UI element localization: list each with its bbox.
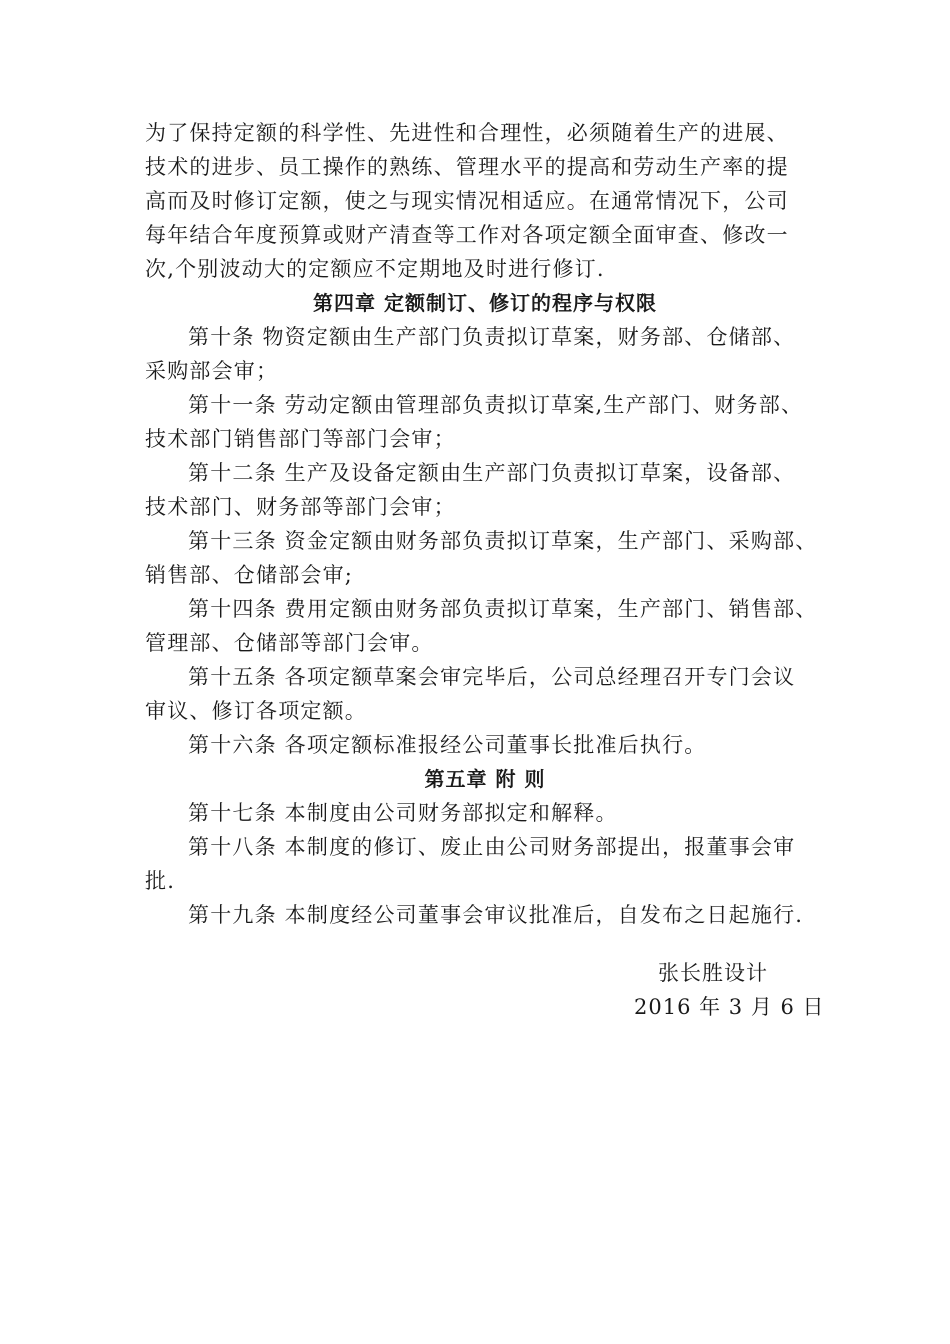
text-line: 审议、修订各项定额。 [145,699,367,723]
text-line: 第十条 物资定额由生产部门负责拟订草案，财务部、仓储部、 [188,325,796,349]
text-line: 采购部会审； [145,359,279,383]
text-line: 第十七条 本制度由公司财务部拟定和解释。 [188,801,618,825]
chapter-5-heading: 第五章 附 则 [424,767,546,791]
text-line: 管理部、仓储部等部门会审。 [145,631,434,655]
text-line: 批. [145,869,176,893]
article-17 [145,796,825,830]
text-line: 次,个别波动大的定额应不定期地及时进行修订. [145,257,605,281]
article-13 [145,524,825,592]
document-date: 2016 年 3 月 6 日 [634,995,825,1019]
article-11 [145,388,825,456]
text-line: 技术部门、财务部等部门会审； [145,495,456,519]
article-10 [145,320,825,388]
intro-paragraph [145,116,825,286]
text-line: 第十五条 各项定额草案会审完毕后，公司总经理召开专门会议 [188,665,796,689]
article-16 [145,728,825,762]
text-line: 每年结合年度预算或财产清查等工作对各项定额全面审查、修改一 [145,223,789,247]
text-line: 高而及时修订定额，使之与现实情况相适应。在通常情况下，公司 [145,189,789,213]
text-line: 销售部、仓储部会审; [145,563,354,587]
text-line: 为了保持定额的科学性、先进性和合理性，必须随着生产的进展、 [145,121,789,145]
text-line: 第十一条 劳动定额由管理部负责拟订草案,生产部门、财务部、 [188,393,804,417]
article-19 [145,898,825,932]
text-line: 技术部门销售部门等部门会审； [145,427,456,451]
text-line: 第十二条 生产及设备定额由生产部门负责拟订草案，设备部、 [188,461,796,485]
chapter-4-heading: 第四章 定额制订、修订的程序与权限 [313,291,657,315]
text-line: 第十三条 资金定额由财务部负责拟订草案，生产部门、采购部、 [188,529,818,553]
text-line: 第十六条 各项定额标准报经公司董事长批准后执行。 [188,733,707,757]
signature-block [600,956,830,1024]
text-line: 第十八条 本制度的修订、废止由公司财务部提出，报董事会审 [188,835,796,859]
document-body [145,116,825,932]
article-18 [145,830,825,898]
author-name: 张长胜设计 [658,961,768,985]
article-14 [145,592,825,660]
article-15 [145,660,825,728]
text-line: 技术的进步、员工操作的熟练、管理水平的提高和劳动生产率的提 [145,155,789,179]
text-line: 第十九条 本制度经公司董事会审议批准后，自发布之日起施行. [188,903,804,927]
text-line: 第十四条 费用定额由财务部负责拟订草案，生产部门、销售部、 [188,597,818,621]
article-12 [145,456,825,524]
